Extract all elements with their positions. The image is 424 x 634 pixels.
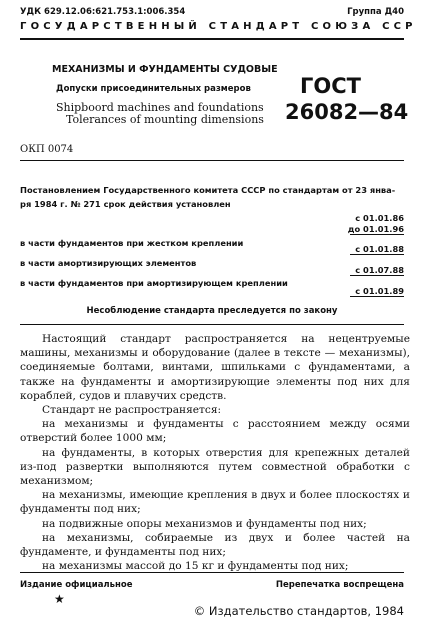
term-value: с 01.01.88	[355, 244, 404, 254]
star-icon: ★	[54, 592, 65, 606]
body-paragraph: Настоящий стандарт распространяется на нецентруемые машины, механизмы и оборудование (далее в тексте — механизмы), соединяемые болтами, винтами, шпильками с фундаментами, а также на фундаменты и амортизирующие элементы под них для кораблей, судов и плавучих средств.	[20, 333, 410, 402]
decree-line2: ря 1984 г. № 271 срок действия установлен	[20, 199, 231, 209]
title-ru-main: МЕХАНИЗМЫ И ФУНДАМЕНТЫ СУДОВЫЕ	[52, 64, 278, 75]
udk-code: УДК 629.12.06:621.753.1:006.354	[20, 7, 186, 17]
okp-code: ОКП 0074	[20, 144, 74, 155]
group-code: Группа Д40	[347, 7, 404, 17]
reprint-notice: Перепечатка воспрещена	[275, 580, 404, 590]
body-paragraph: на подвижные опоры механизмов и фундаменты под них;	[42, 517, 367, 530]
term-label: в части фундаментов при жестком креплении	[20, 238, 244, 248]
body-paragraph: Стандарт не распространяется:	[42, 404, 222, 417]
decree-rule	[20, 324, 404, 325]
body-paragraph: на механизмы, имеющие крепления в двух и более плоскостях и фундаменты под них;	[20, 489, 410, 516]
footer-rule	[20, 572, 404, 573]
body-paragraph: на механизмы и фундаменты с расстоянием между осями отверстий более 1000 мм;	[20, 418, 410, 445]
gost-number: 26082—84	[285, 100, 409, 124]
term-value: до 01.01.96	[347, 224, 404, 234]
header-rule	[20, 38, 404, 40]
body-paragraph: на фундаменты, в которых отверстия для крепежных деталей из-под развертки выполняются путем совместной обработки с механизмом;	[20, 446, 410, 488]
term-underline	[350, 254, 404, 255]
official-edition: Издание официальное	[20, 580, 133, 590]
title-ru-sub: Допуски присоединительных размеров	[56, 84, 251, 94]
decree-line1: Постановлением Государственного комитета СССР по стандартам от 23 янва-	[20, 185, 396, 195]
term-value: с 01.07.88	[355, 265, 404, 275]
term-label: в части амортизирующих элементов	[20, 258, 197, 268]
gost-label: ГОСТ	[300, 74, 361, 98]
body-text	[20, 332, 410, 573]
term-value: с 01.01.89	[355, 286, 404, 296]
law-notice: Несоблюдение стандарта преследуется по закону	[86, 306, 338, 316]
term-underline	[350, 275, 404, 276]
term-value: с 01.01.86	[355, 213, 404, 223]
publisher-copyright: © Издательство стандартов, 1984	[193, 604, 404, 618]
term-label: в части фундаментов при амортизирующем креплении	[20, 278, 288, 288]
title-en-line2: Tolerances of mounting dimensions	[66, 113, 264, 126]
body-paragraph: на механизмы, собираемые из двух и более частей на фундаменте, и фундаменты под них;	[20, 531, 410, 559]
state-standard-banner: ГОСУДАРСТВЕННЫЙ СТАНДАРТ СОЮЗА ССР	[20, 21, 417, 32]
title-rule	[20, 160, 404, 161]
body-paragraph: на механизмы массой до 15 кг и фундаменты под них;	[42, 560, 349, 573]
term-underline	[350, 234, 404, 235]
term-underline	[350, 296, 404, 297]
title-en-line1: Shipboord machines and foundations	[56, 101, 264, 114]
